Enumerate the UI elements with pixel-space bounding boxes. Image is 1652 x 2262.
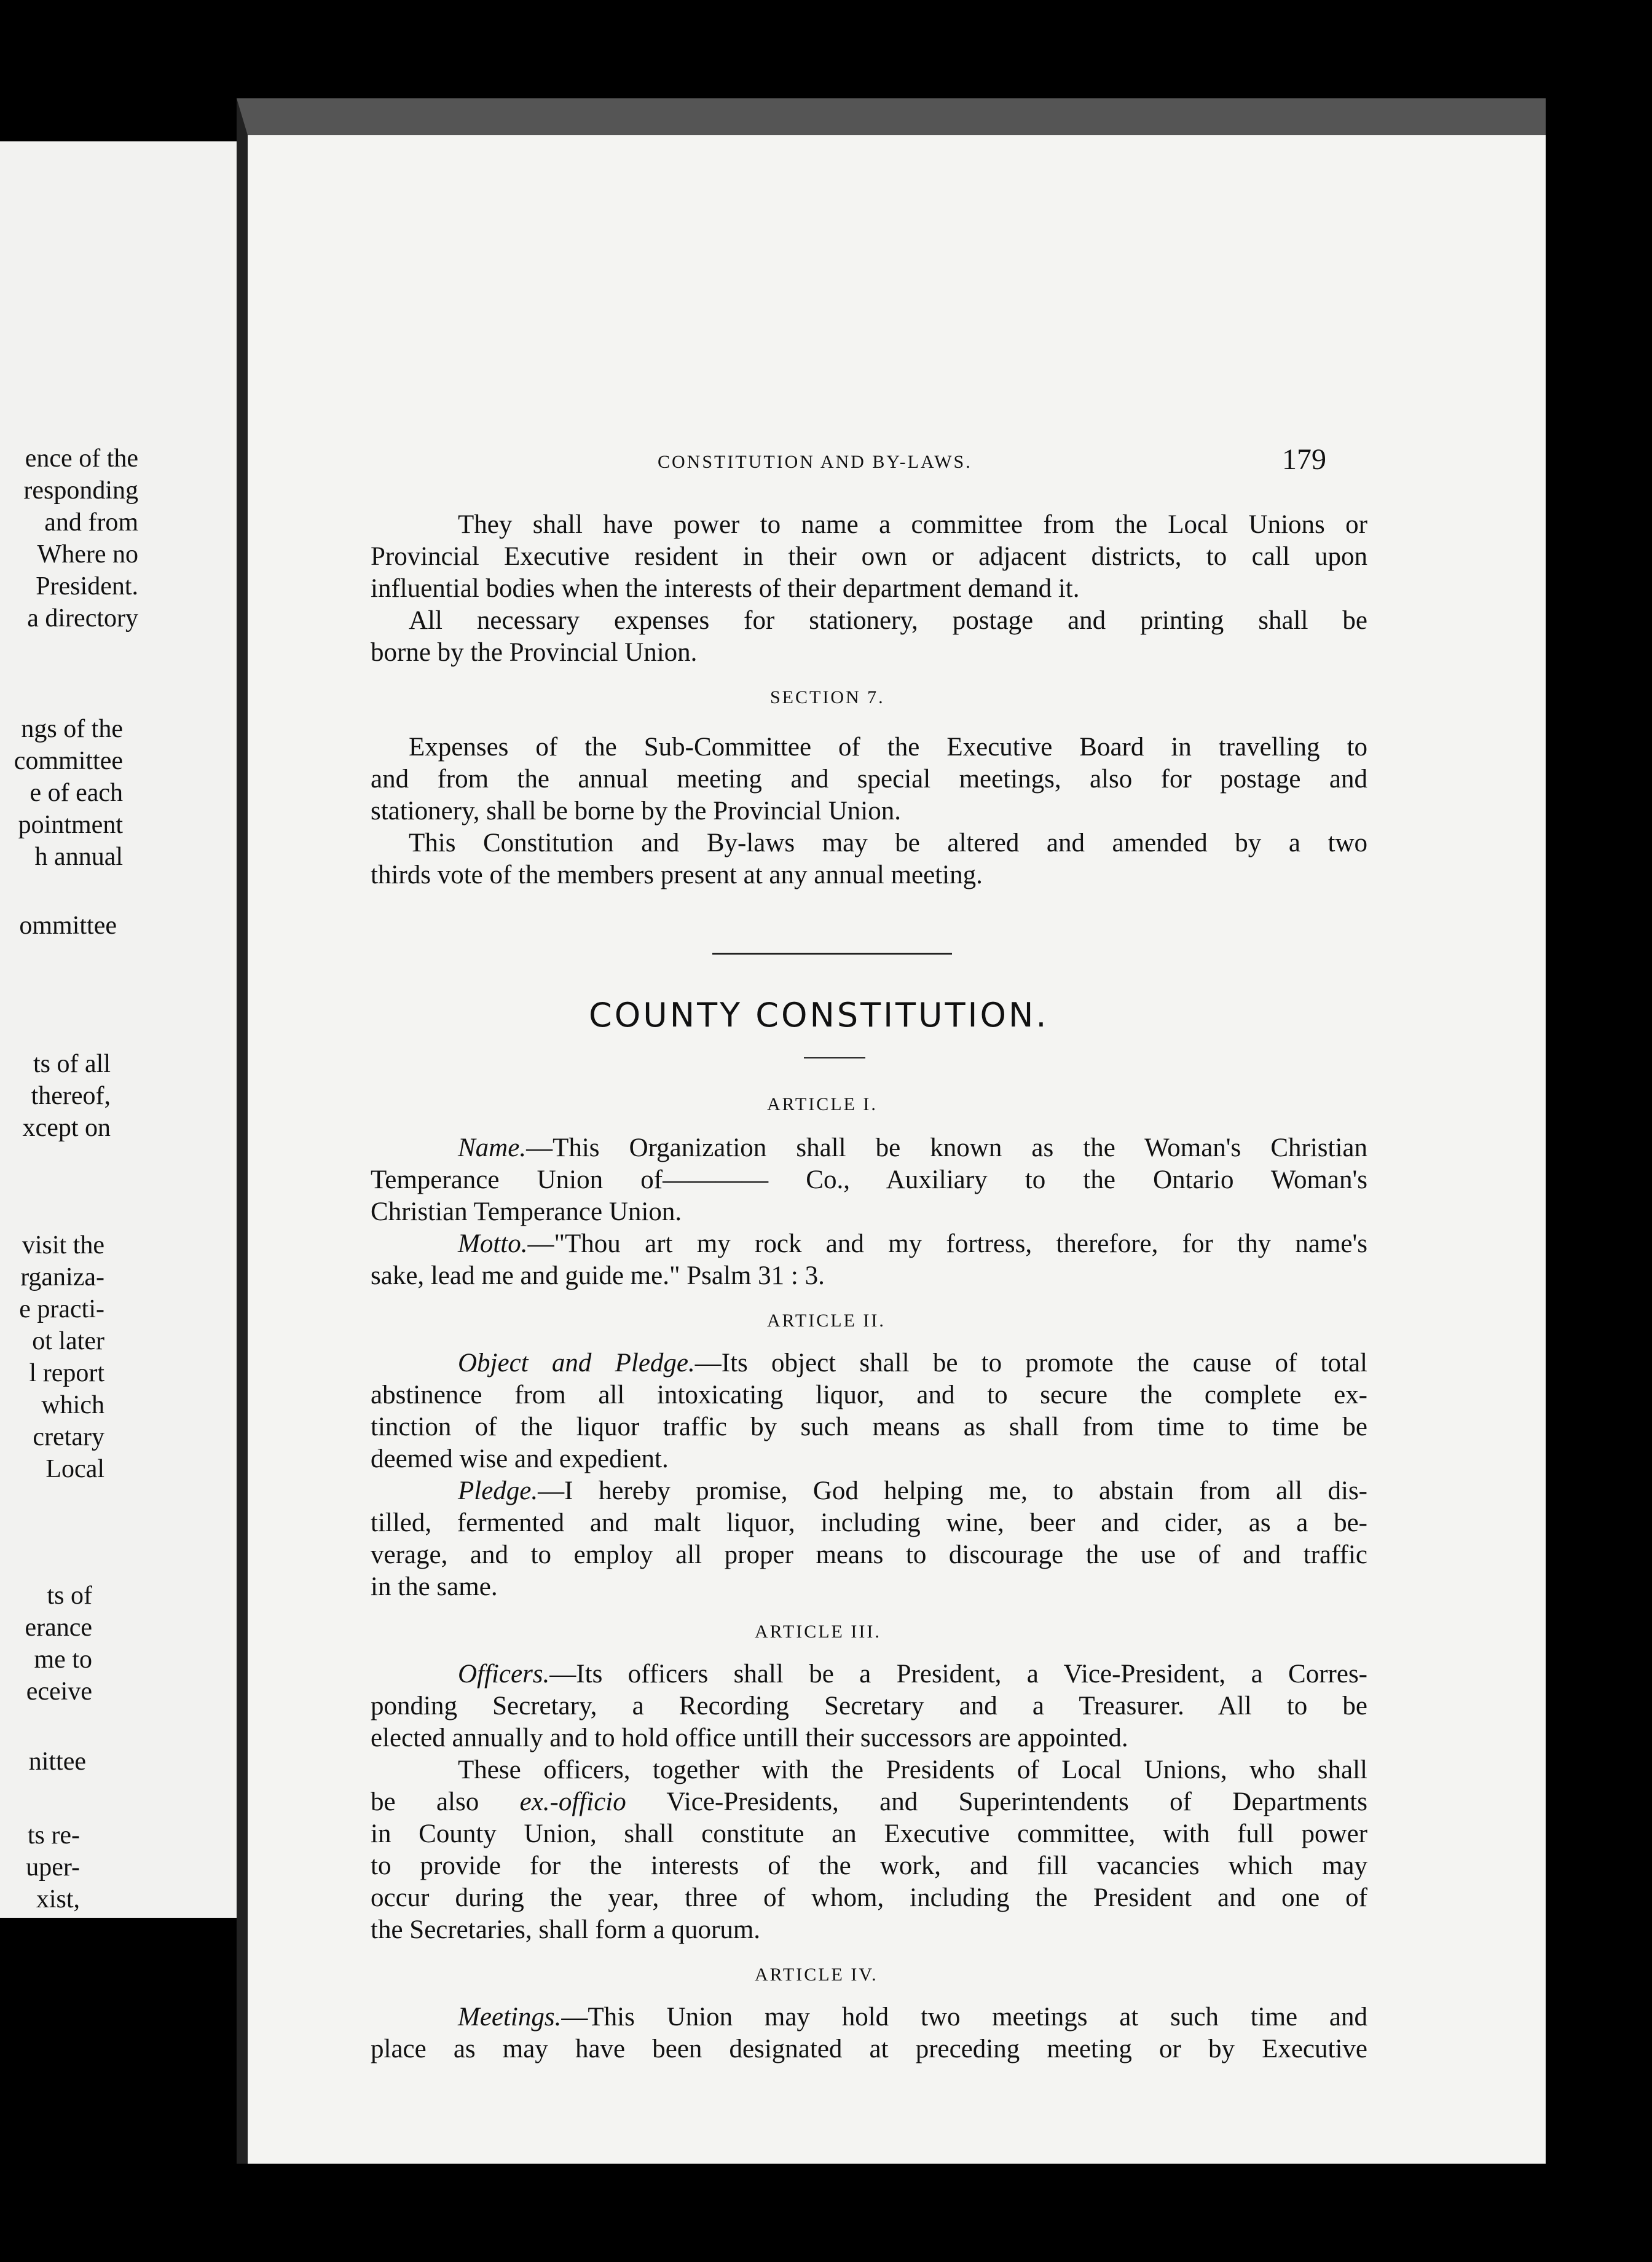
text-line: Officers.—Its officers shall be a President, a Vice-President, a Corres- <box>458 1660 1367 1689</box>
fragment-line: l report <box>29 1359 104 1387</box>
text-line: Temperance Union of———— Co., Auxiliary to the Ontario Woman's <box>371 1165 1367 1194</box>
text-line: be also ex.-officio Vice-Presidents, and Superintendents of Departments <box>371 1787 1367 1816</box>
book-page <box>237 98 1546 2164</box>
fragment-line: responding <box>23 476 138 505</box>
divider-rule <box>712 953 952 955</box>
fragment-line: erance <box>25 1614 92 1642</box>
text-line: sake, lead me and guide me." Psalm 31 : 3. <box>371 1261 825 1290</box>
fragment-line: visit the <box>22 1231 104 1259</box>
fragment-line: e of each <box>30 779 123 807</box>
fragment-line: ngs of the <box>21 715 123 743</box>
article-heading: ARTICLE II. <box>767 1310 886 1331</box>
fragment-line: xist, <box>36 1885 80 1913</box>
text-line: in the same. <box>371 1572 498 1601</box>
fragment-line: cretary <box>33 1423 104 1451</box>
fragment-line: committee <box>14 747 123 775</box>
fragment-line: thereof, <box>31 1082 111 1110</box>
fragment-line: which <box>41 1391 104 1419</box>
text-line: verage, and to employ all proper means to discourage the use of and traffic <box>371 1540 1367 1569</box>
text-line: tilled, fermented and malt liquor, including wine, beer and cider, as a be- <box>371 1508 1367 1537</box>
text-line: They shall have power to name a committee from the Local Unions or <box>458 510 1367 539</box>
fragment-line: ts re- <box>27 1821 80 1850</box>
fragment-line: uper- <box>26 1853 80 1882</box>
fragment-line: ts of all <box>33 1050 111 1078</box>
fragment-line: ence of the <box>25 444 138 473</box>
article-heading: ARTICLE I. <box>767 1094 878 1114</box>
article-heading: ARTICLE III. <box>755 1622 881 1642</box>
text-line: the Secretaries, shall form a quorum. <box>371 1915 761 1944</box>
fragment-line: ot later <box>32 1327 104 1355</box>
text-line: borne by the Provincial Union. <box>371 638 698 667</box>
text-line: Christian Temperance Union. <box>371 1197 682 1226</box>
fragment-line: President. <box>36 572 138 601</box>
text-line: abstinence from all intoxicating liquor, and to secure the complete ex- <box>371 1381 1367 1409</box>
section-heading: SECTION 7. <box>770 687 885 707</box>
text-line: These officers, together with the Presidents of Local Unions, who shall <box>458 1756 1367 1784</box>
text-line: stationery, shall be borne by the Provincial Union. <box>371 797 902 826</box>
running-head: CONSTITUTION AND BY-LAWS. <box>658 452 972 472</box>
facing-page-fragment <box>0 141 243 1918</box>
fragment-line: Local <box>45 1455 104 1483</box>
title-underline <box>804 1057 865 1058</box>
text-line: Name.—This Organization shall be known as the Woman's Christian <box>458 1133 1367 1162</box>
text-line: Meetings.—This Union may hold two meetings at such time and <box>458 2003 1367 2031</box>
text-line: This Constitution and By-laws may be altered and amended by a two <box>409 829 1367 857</box>
text-line: to provide for the interests of the work, and fill vacancies which may <box>371 1851 1367 1880</box>
text-line: Object and Pledge.—Its object shall be to promote the cause of total <box>458 1349 1367 1377</box>
county-constitution-title: COUNTY CONSTITUTION. <box>589 996 1049 1034</box>
fragment-line: eceive <box>26 1677 92 1706</box>
fragment-line: pointment <box>18 811 123 839</box>
text-line: Provincial Executive resident in their own or adjacent districts, to call upon <box>371 542 1367 571</box>
fragment-line: me to <box>34 1645 92 1674</box>
fragment-line: a directory <box>27 604 138 632</box>
text-line: elected annually and to hold office untill their successors are appointed. <box>371 1724 1128 1752</box>
text-line: and from the annual meeting and special meetings, also for postage and <box>371 765 1367 794</box>
article-heading: ARTICLE IV. <box>755 1964 878 1985</box>
fragment-line: e practi- <box>19 1295 104 1323</box>
fragment-line: Where no <box>37 540 138 569</box>
text-line: deemed wise and expedient. <box>371 1444 669 1473</box>
fragment-line: rganiza- <box>20 1263 104 1291</box>
text-line: occur during the year, three of whom, including the President and one of <box>371 1883 1367 1912</box>
text-line: All necessary expenses for stationery, postage and printing shall be <box>409 606 1367 635</box>
text-line: Motto.—"Thou art my rock and my fortress, therefore, for thy name's <box>458 1229 1367 1258</box>
text-line: Expenses of the Sub-Committee of the Executive Board in travelling to <box>409 733 1367 762</box>
fragment-line: xcept on <box>22 1114 111 1142</box>
fragment-line: ommittee <box>19 912 117 940</box>
text-line: ponding Secretary, a Recording Secretary and a Treasurer. All to be <box>371 1692 1367 1720</box>
text-line: influential bodies when the interests of their department demand it. <box>371 574 1080 603</box>
fragment-line: h annual <box>34 843 123 871</box>
text-line: Pledge.—I hereby promise, God helping me, to abstain from all dis- <box>458 1476 1367 1505</box>
text-line: thirds vote of the members present at any annual meeting. <box>371 861 983 889</box>
fragment-line: ts of <box>47 1582 92 1610</box>
fragment-line: and from <box>44 508 138 537</box>
page-number: 179 <box>1282 443 1326 476</box>
text-line: place as may have been designated at preceding meeting or by Executive <box>371 2035 1367 2063</box>
text-line: tinction of the liquor traffic by such means as shall from time to time be <box>371 1413 1367 1441</box>
text-line: in County Union, shall constitute an Executive committee, with full power <box>371 1819 1367 1848</box>
fragment-line: nittee <box>28 1748 86 1776</box>
